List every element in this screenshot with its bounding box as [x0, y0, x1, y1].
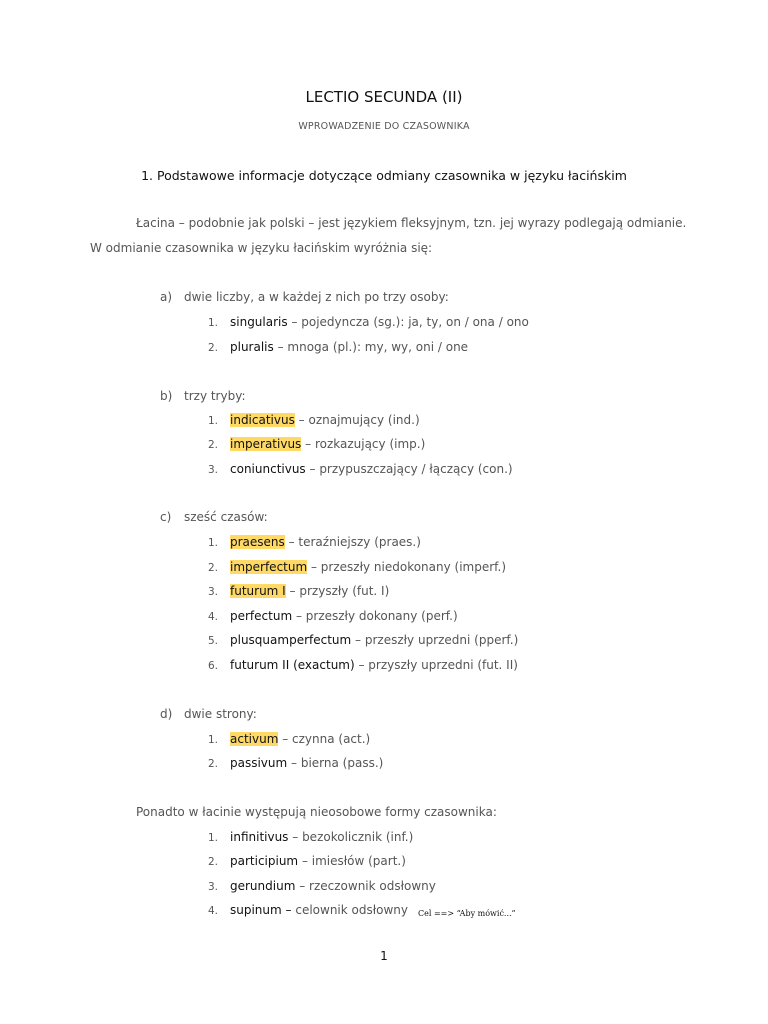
list-item [208, 535, 421, 549]
group-c-label [160, 510, 268, 524]
list-item [208, 609, 458, 623]
item-description: – pojedyncza (sg.): ja, ty, on / ona / ono [287, 315, 529, 329]
item-number: 1. [208, 317, 219, 329]
item-number: 2. [208, 342, 219, 354]
item-term-highlighted: imperativus [230, 437, 302, 451]
item-term-highlighted: praesens [230, 535, 285, 549]
item-description: – przypuszczający / łączący (con.) [305, 462, 513, 476]
item-number: 3. [208, 464, 219, 476]
item-description: – mnoga (pl.): my, wy, oni / one [273, 340, 469, 354]
item-number: 2. [208, 758, 219, 770]
list-item [208, 756, 383, 770]
item-description: – przyszły uprzedni (fut. II) [354, 658, 518, 672]
nonpersonal-intro: Ponadto w łacinie występują nieosobowe formy czasownika: [136, 805, 497, 819]
item-description: – przeszły dokonany (perf.) [292, 609, 458, 623]
item-number: 2. [208, 856, 219, 868]
list-item [208, 732, 370, 746]
item-term: coniunctivus [230, 462, 306, 476]
list-item [208, 830, 413, 844]
list-item [208, 658, 518, 672]
item-term-highlighted: activum [230, 732, 279, 746]
item-term: gerundium [230, 879, 296, 893]
item-term: supinum – [230, 903, 292, 917]
item-number: 6. [208, 660, 219, 672]
item-description: – czynna (act.) [278, 732, 371, 746]
item-number: 1. [208, 832, 219, 844]
item-term-highlighted: futurum I [230, 584, 286, 598]
item-number: 1. [208, 537, 219, 549]
group-b-letter: b) [160, 389, 173, 403]
list-item [208, 315, 529, 329]
list-item [208, 584, 389, 598]
page-number: 1 [380, 949, 388, 963]
item-description: – rozkazujący (imp.) [301, 437, 426, 451]
group-d-label [160, 707, 257, 721]
item-term-highlighted: imperfectum [230, 560, 308, 574]
group-a-letter: a) [160, 290, 173, 304]
item-description: – teraźniejszy (praes.) [284, 535, 421, 549]
list-item [208, 462, 513, 476]
section-heading: 1. Podstawowe informacje dotyczące odmiany czasownika w języku łacińskim [141, 168, 627, 183]
annotation-note: Cel ==> “Aby mówić...” [418, 909, 516, 918]
group-c-letter: c) [160, 510, 172, 524]
list-item [208, 633, 518, 647]
item-description: – bezokolicznik (inf.) [288, 830, 414, 844]
group-a-label [160, 290, 449, 304]
item-term: plusquamperfectum [230, 633, 352, 647]
item-term-highlighted: indicativus [230, 413, 295, 427]
item-term: infinitivus [230, 830, 289, 844]
item-term: singularis [230, 315, 288, 329]
item-term: passivum [230, 756, 288, 770]
list-item [208, 903, 408, 917]
item-description: – bierna (pass.) [287, 756, 384, 770]
item-number: 2. [208, 439, 219, 451]
item-term: pluralis [230, 340, 274, 354]
list-item [208, 437, 425, 451]
list-item [208, 560, 506, 574]
item-number: 5. [208, 635, 219, 647]
list-item [208, 854, 406, 868]
item-number: 4. [208, 611, 219, 623]
item-number: 2. [208, 562, 219, 574]
list-item [208, 879, 436, 893]
group-b-label [160, 389, 245, 403]
item-term: participium [230, 854, 299, 868]
item-number: 1. [208, 415, 219, 427]
item-term: perfectum [230, 609, 293, 623]
list-item [208, 413, 420, 427]
item-description: – przyszły (fut. I) [285, 584, 390, 598]
intro-line-2: W odmianie czasownika w języku łacińskim wyróżnia się: [90, 241, 433, 255]
item-term: futurum II (exactum) [230, 658, 355, 672]
item-description: – przeszły uprzedni (pperf.) [351, 633, 519, 647]
item-number: 3. [208, 586, 219, 598]
group-d-letter: d) [160, 707, 173, 721]
list-item [208, 340, 468, 354]
item-description: – oznajmujący (ind.) [294, 413, 420, 427]
group-c-text: sześć czasów: [184, 510, 268, 524]
item-description: – rzeczownik odsłowny [295, 879, 436, 893]
intro-line-1: Łacina – podobnie jak polski – jest językiem fleksyjnym, tzn. jej wyrazy podlegają odmianie. [136, 216, 687, 230]
group-b-text: trzy tryby: [184, 389, 246, 403]
document-title: LECTIO SECUNDA (II) [305, 88, 463, 106]
item-description: – imiesłów (part.) [298, 854, 406, 868]
document-subtitle: WPROWADZENIE DO CZASOWNIKA [298, 121, 470, 132]
group-d-text: dwie strony: [184, 707, 257, 721]
item-description: – przeszły niedokonany (imperf.) [307, 560, 507, 574]
group-a-text: dwie liczby, a w każdej z nich po trzy osoby: [184, 290, 449, 304]
item-number: 4. [208, 905, 219, 917]
item-description: celownik odsłowny [291, 903, 409, 917]
item-number: 1. [208, 734, 219, 746]
item-number: 3. [208, 881, 219, 893]
